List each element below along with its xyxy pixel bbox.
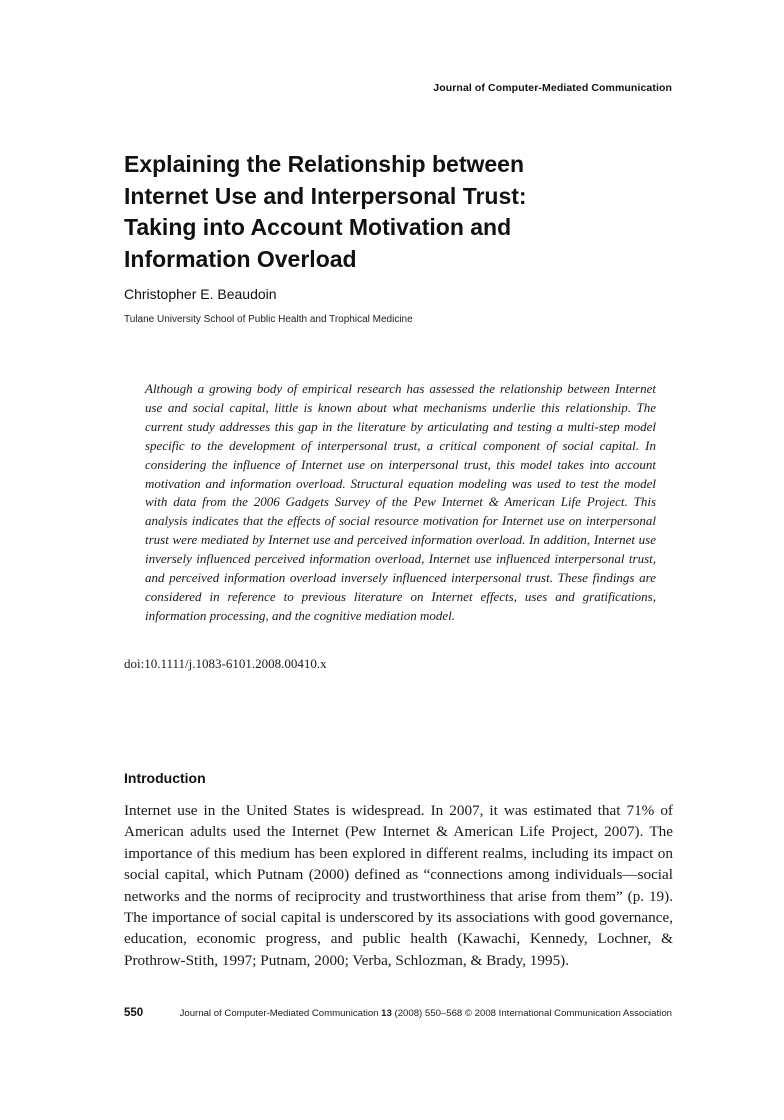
page-footer xyxy=(124,1007,672,1019)
running-head-journal-name: Journal of Computer-Mediated Communication xyxy=(433,82,672,94)
footer-pages-year: (2008) 550–568 © 2008 International Communication Association xyxy=(394,1008,672,1019)
author-name: Christopher E. Beaudoin xyxy=(124,286,277,302)
footer-journal: Journal of Computer-Mediated Communication xyxy=(179,1008,379,1019)
title-line: Information Overload xyxy=(124,245,357,272)
title-line: Internet Use and Interpersonal Trust: xyxy=(124,182,527,209)
introduction-paragraph: Internet use in the United States is widespread. In 2007, it was estimated that 71% of American adults used the Internet (Pew Internet & American Life Project, 2007). The importance of this medium has been explored in different realms, including its impact on social capital, which Putnam (2000) defined as “connections among individuals—social networks and the norms of reciprocity and trustworthiness that arise from them” (p. 19). The importance of social capital is underscored by its associations with good governance, education, economic progress, and public health (Kawachi, Kennedy, Lochner, & Prothrow-Stith, 1997; Putnam, 2000; Verba, Schlozman, & Brady, 1995). xyxy=(124,802,673,969)
footer-volume: 13 xyxy=(381,1008,392,1019)
section-heading-introduction: Introduction xyxy=(124,770,206,786)
abstract: Although a growing body of empirical research has assessed the relationship between Internet use and social capital, little is known about what mechanisms underlie this relationship. The current study addresses this gap in the literature by articulating and testing a multi-step model specific to the development of interpersonal trust, a critical component of social capital. In considering the influence of Internet use on interpersonal trust, this model takes into account motivation and information overload. Structural equation modeling was used to test the model with data from the 2006 Gadgets Survey of the Pew Internet & American Life Project. This analysis indicates that the effects of social resource motivation for Internet use on interpersonal trust were mediated by Internet use and perceived information overload. In addition, Internet use inversely influenced perceived information overload, Internet use influenced interpersonal trust, and perceived information overload inversely influenced interpersonal trust. These findings are considered in reference to previous literature on Internet effects, uses and gratifications, information processing, and the cognitive mediation model. xyxy=(145,381,656,623)
title-line: Taking into Account Motivation and xyxy=(124,214,512,240)
article-title xyxy=(124,149,684,275)
doi: doi:10.1111/j.1083-6101.2008.00410.x xyxy=(124,656,327,671)
title-line: Explaining the Relationship between xyxy=(124,151,524,177)
footer-citation xyxy=(180,1008,672,1019)
page-number: 550 xyxy=(124,1007,144,1019)
author-affiliation: Tulane University School of Public Health and Trophical Medicine xyxy=(124,314,413,325)
